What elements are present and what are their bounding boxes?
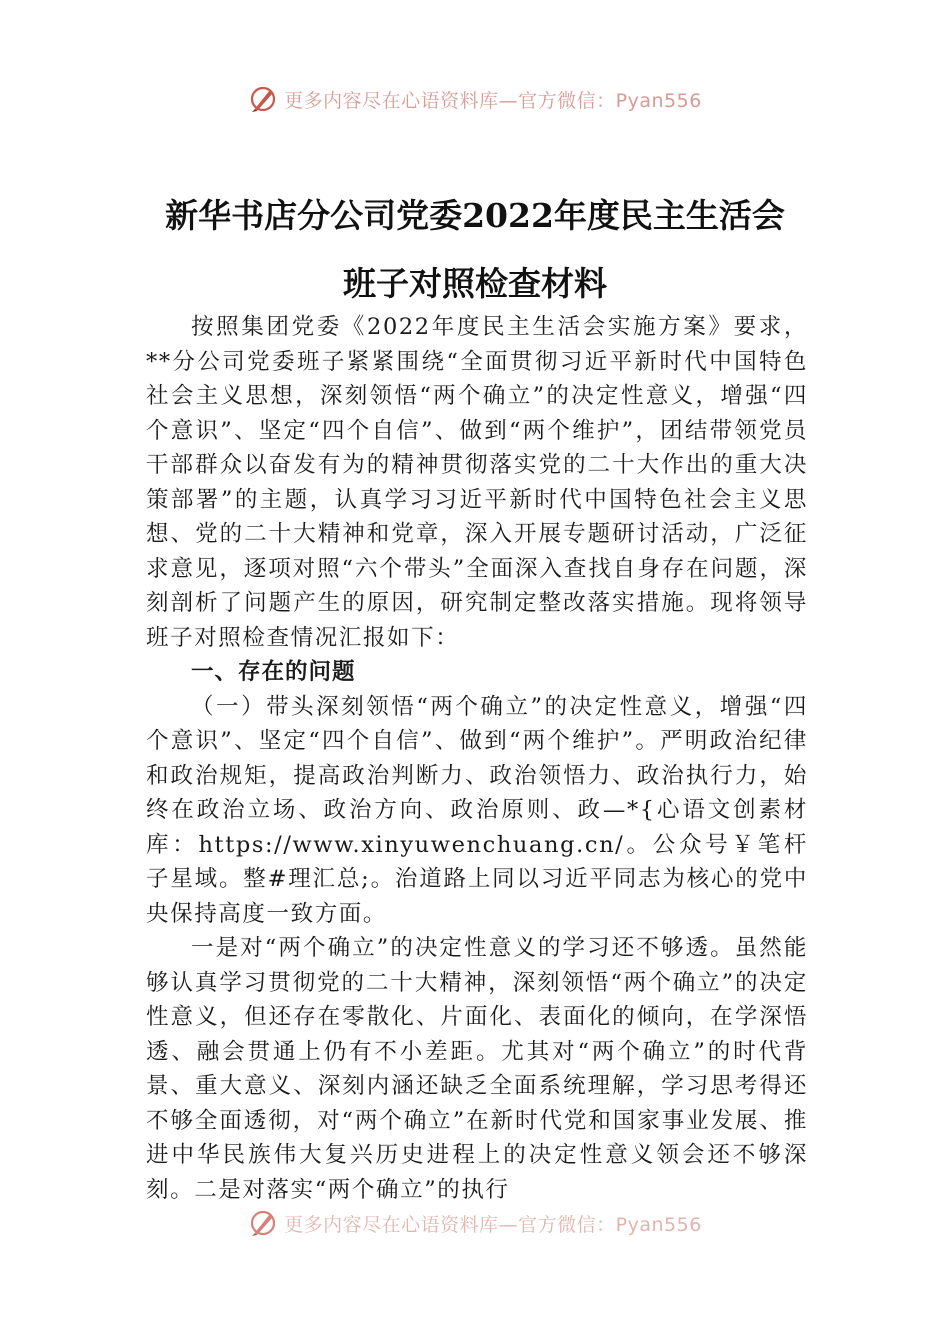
watermark-footer [0, 1208, 950, 1238]
watermark-text: 更多内容尽在心语资料库—官方微信：Pyan556 [284, 1213, 702, 1236]
brush-logo-icon [248, 1208, 278, 1238]
intro-paragraph: 按照集团党委《2022年度民主生活会实施方案》要求，**分公司党委班子紧紧围绕“全面贯彻习近平新时代中国特色社会主义思想，深刻领悟“两个确立”的决定性意义，增强“四个意识”、坚定“四个自信”、做到“两个维护”，团结带领党员干部群众以奋发有为的精神贯彻落实党的二十大作出的重大决策部署”的主题，认真学习习近平新时代中国特色社会主义思想、党的二十大精神和党章，深入开展专题研讨活动，广泛征求意见，逐项对照“六个带头”全面深入查找自身存在问题，深刻剖析了问题产生的原因，研究制定整改落实措施。现将领导班子对照检查情况汇报如下： [146, 314, 808, 651]
section-heading: 一、存在的问题 [191, 659, 356, 685]
document-title-line1: 新华书店分公司党委2022年度民主生活会 [165, 196, 785, 235]
watermark-text: 更多内容尽在心语资料库—官方微信：Pyan556 [284, 89, 702, 112]
document-body [146, 310, 808, 1207]
subsection-paragraph: （一）带头深刻领悟“两个确立”的决定性意义，增强“四个意识”、坚定“四个自信”、做到“两个维护”。严明政治纪律和政治规矩，提高政治判断力、政治领悟力、政治执行力，始终在政治立场、政治方向、政治原则、政—*{心语文创素材库：https://www.xinyuwenchuang.cn/。公众号￥笔杆子星域。整#理汇总;。治道路上同以习近平同志为核心的党中央保持高度一致方面。 [146, 693, 808, 927]
brush-logo-icon [248, 84, 278, 114]
watermark-header [0, 84, 950, 114]
body-paragraph: 一是对“两个确立”的决定性意义的学习还不够透。虽然能够认真学习贯彻党的二十大精神，深刻领悟“两个确立”的决定性意义，但还存在零散化、片面化、表面化的倾向，在学深悟透、融会贯通上仍有不小差距。尤其对“两个确立”的时代背景、重大意义、深刻内涵还缺乏全面系统理解，学习思考得还不够全面透彻，对“两个确立”在新时代党和国家事业发展、推进中华民族伟大复兴历史进程上的决定性意义领会还不够深刻。二是对落实“两个确立”的执行 [146, 935, 808, 1203]
document-title-line2: 班子对照检查材料 [343, 264, 607, 303]
